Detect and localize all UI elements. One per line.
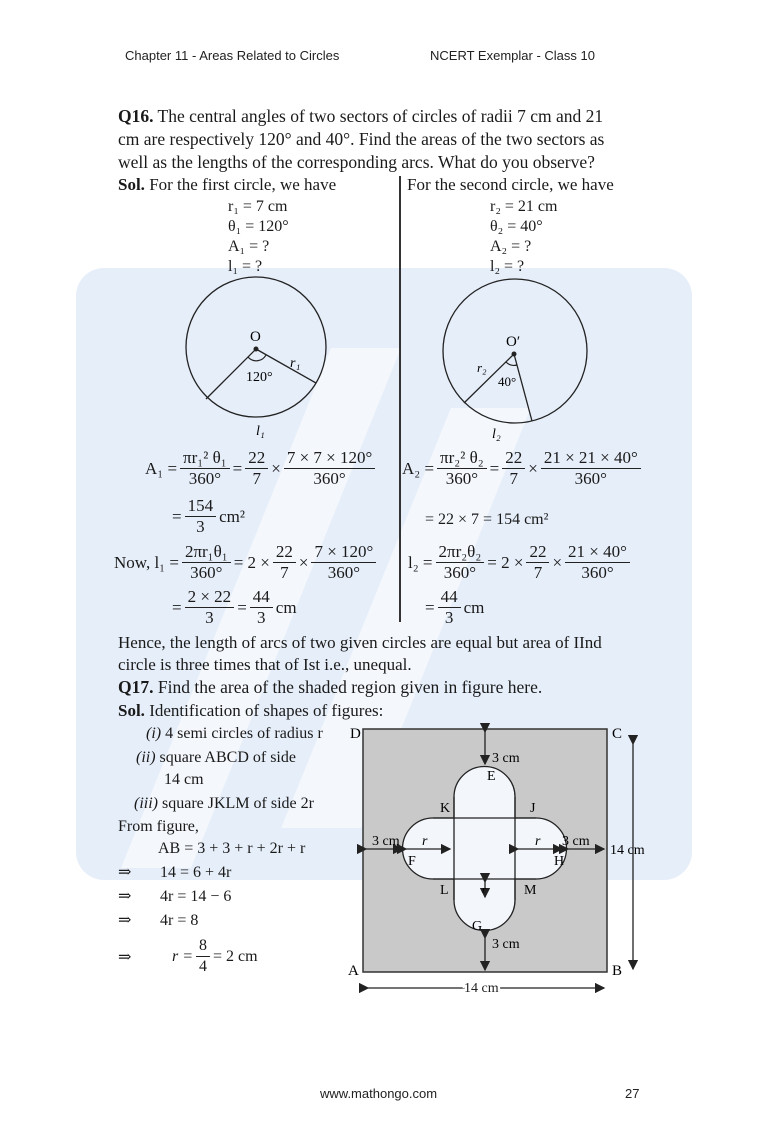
fraction: $\frac{44}{3}$ — [438, 587, 461, 628]
a2-equation: A₂ = $\frac{\text{πr₂² θ₂}}{360^\circ}$ = $\frac{22}{7}$ × $\frac{21 \times 21 \times 40^\circ}{360^\circ}$ — [402, 448, 644, 489]
corner-b-label: B — [612, 963, 623, 979]
point-f-label: F — [408, 854, 416, 869]
corner-a-label: A — [348, 963, 359, 979]
point-m-label: M — [524, 883, 537, 898]
arc-l1-label: l₁ — [256, 424, 265, 439]
footer-site: www.mathongo.com — [320, 1086, 438, 1101]
step-final: ⇒ r = $\frac{8}{4}$ = 2 cm — [118, 937, 258, 975]
side-right-label: 14 cm — [610, 843, 645, 858]
corner-d-label: D — [350, 726, 361, 742]
dim-top-label: 3 cm — [492, 751, 520, 766]
l2-equation: l₂ = $\frac{\text{2πr₂θ₂}}{360^\circ}$ = 2 × $\frac{22}{7}$ × $\frac{21 \times 40^\circ}{360^\circ}$ — [408, 542, 633, 583]
conclusion-line-2: circle is three times that of Ist i.e., unequal. — [118, 655, 412, 674]
book-title: NCERT Exemplar - Class 10 — [430, 48, 595, 63]
point-g-label: G — [472, 919, 483, 934]
a2-result: = 22 × 7 = 154 cm² — [425, 511, 549, 528]
center-o-prime-label: O′ — [506, 334, 521, 350]
from-figure-label: From figure, — [118, 818, 199, 835]
fraction: $\frac{\text{πr₂² θ₂}}{360^\circ}$ — [437, 448, 487, 489]
given-r1: r₁ = 7 cm — [228, 198, 288, 215]
sol-label: Sol. — [118, 175, 145, 194]
fraction: $\frac{\text{2πr₁θ₁}}{360^\circ}$ — [182, 542, 231, 583]
sol-left-intro: Sol. For the first circle, we have — [118, 175, 337, 194]
step-4: ⇒ 4r = 8 — [118, 912, 199, 929]
q17-item-1: (i) 4 semi circles of radius r — [146, 725, 323, 742]
sector-figure-1 — [170, 275, 370, 450]
fraction: $\frac{154}{3}$ — [185, 496, 217, 537]
radius-r-right-label: r — [535, 834, 541, 849]
given-r2: r₂ = 21 cm — [490, 198, 558, 215]
a1-equation: A₁ = $\frac{\text{πr₁² θ₁}}{360^\circ}$ = $\frac{22}{7}$ × $\frac{7 \times 7 \times 120^\circ}{360^\circ}$ — [145, 448, 378, 489]
arc-l2-label: l₂ — [492, 427, 501, 442]
dim-left-label: 3 cm — [372, 834, 400, 849]
fraction: $\frac{7 \times 120^\circ}{360^\circ}$ — [311, 542, 376, 583]
point-k-label: K — [440, 801, 451, 816]
l2-result: = $\frac{44}{3}$ cm — [425, 587, 485, 627]
corner-c-label: C — [612, 726, 623, 742]
fraction: $\frac{\text{πr₁² θ₁}}{360^\circ}$ — [180, 448, 230, 489]
q16-line-2: cm are respectively 120° and 40°. Find the areas of the two sectors as — [118, 129, 605, 149]
fraction: $\frac{22}{7}$ — [245, 448, 268, 489]
column-divider — [399, 176, 401, 622]
chapter-title: Chapter 11 - Areas Related to Circles — [125, 48, 340, 63]
step-1: AB = 3 + 3 + r + 2r + r — [158, 840, 306, 857]
given-a1: A₁ = ? — [228, 238, 270, 255]
q17-question: Q17. Find the area of the shaded region given in figure here. — [118, 677, 543, 697]
shaded-region-figure — [340, 722, 670, 997]
point-j-label: J — [530, 801, 536, 816]
q16-line-3: well as the lengths of the corresponding arcs. What do you observe? — [118, 152, 595, 172]
point-h-label: H — [554, 854, 565, 869]
radius-r-bottom-label: r — [482, 884, 487, 896]
radius-r2-label: r₂ — [477, 360, 487, 375]
q16-line-1: Q16. The central angles of two sectors of circles of radii 7 cm and 21 — [118, 106, 604, 126]
sol-label: Sol. — [118, 701, 145, 720]
fraction: $\frac{22}{7}$ — [502, 448, 525, 489]
angle-40-label: 40° — [498, 374, 517, 389]
point-e-label: E — [487, 769, 496, 784]
side-bottom-label: 14 cm — [464, 981, 499, 996]
q17-item-2: (ii) square ABCD of side — [136, 749, 296, 766]
fraction: $\frac{2 \times 22}{3}$ — [185, 587, 235, 628]
given-l2: l₂ = ? — [490, 258, 525, 275]
step-2: ⇒ 14 = 6 + 4r — [118, 864, 232, 881]
l1-equation: Now, l₁ = $\frac{\text{2πr₁θ₁}}{360^\circ}$ = 2 × $\frac{22}{7}$ × $\frac{7 \times 120^\circ}{360^\circ}$ — [114, 542, 379, 583]
q17-label: Q17. — [118, 677, 154, 697]
fraction: $\frac{22}{7}$ — [273, 542, 296, 583]
l1-result: = $\frac{2 \times 22}{3}$ = $\frac{44}{3}$ cm — [172, 587, 297, 627]
fraction: $\frac{21 \times 21 \times 40^\circ}{360^\circ}$ — [541, 448, 641, 489]
fraction: $\frac{22}{7}$ — [526, 542, 549, 583]
sector-figure-2 — [420, 275, 605, 450]
fraction: $\frac{7 \times 7 \times 120^\circ}{360^\circ}$ — [284, 448, 375, 489]
q16-label: Q16. — [118, 106, 154, 126]
conclusion-line-1: Hence, the length of arcs of two given circles are equal but area of IInd — [118, 633, 602, 652]
step-3: ⇒ 4r = 14 − 6 — [118, 888, 232, 905]
given-a2: A₂ = ? — [490, 238, 532, 255]
given-theta2: θ₂ = 40° — [490, 218, 543, 235]
given-l1: l₁ = ? — [228, 258, 263, 275]
point-l-label: L — [440, 883, 449, 898]
q17-item-2-cont: 14 cm — [164, 771, 204, 788]
fraction: $\frac{8}{4}$ — [196, 936, 210, 977]
fraction: $\frac{21 \times 40^\circ}{360^\circ}$ — [565, 542, 630, 583]
radius-r1-label: r₁ — [290, 356, 301, 371]
center-o-label: O — [250, 329, 261, 345]
fraction: $\frac{44}{3}$ — [250, 587, 273, 628]
dim-right-label: 3 cm — [562, 834, 590, 849]
angle-120-label: 120° — [246, 370, 273, 385]
sol-right-intro: For the second circle, we have — [407, 175, 614, 194]
fraction: $\frac{\text{2πr₂θ₂}}{360^\circ}$ — [436, 542, 485, 583]
q17-sol-intro: Sol. Identification of shapes of figures: — [118, 701, 384, 720]
a1-result: = $\frac{154}{3}$ cm² — [172, 496, 245, 536]
dim-bottom-label: 3 cm — [492, 937, 520, 952]
radius-r-left-label: r — [422, 834, 428, 849]
given-theta1: θ₁ = 120° — [228, 218, 289, 235]
q17-item-3: (iii) square JKLM of side 2r — [134, 795, 314, 812]
page-number: 27 — [625, 1086, 640, 1101]
